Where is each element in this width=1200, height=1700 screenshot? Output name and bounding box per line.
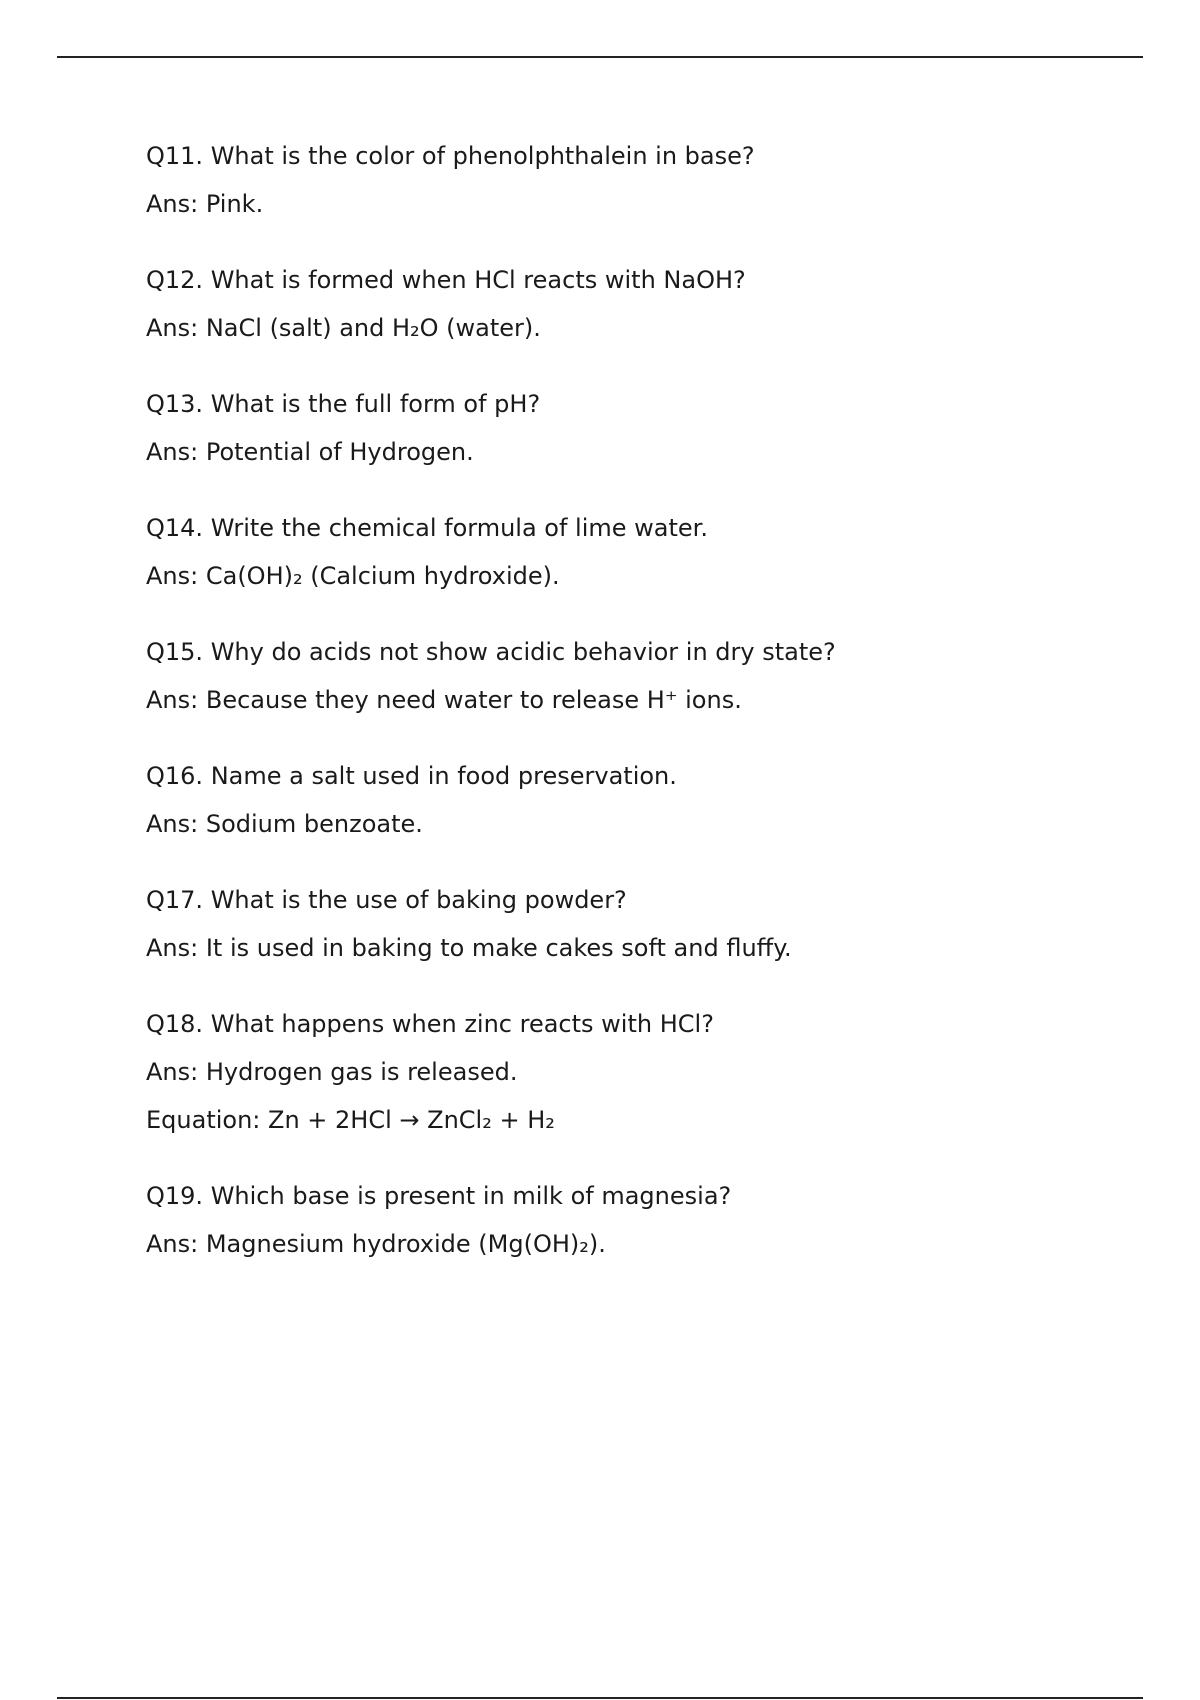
qa-item-q13 xyxy=(146,390,1126,466)
answer-text: Ans: Magnesium hydroxide (Mg(OH)₂). xyxy=(146,1230,606,1258)
qa-item-q18 xyxy=(146,1010,1126,1134)
answer-text: Ans: Ca(OH)₂ (Calcium hydroxide). xyxy=(146,562,560,590)
answer-text: Ans: Hydrogen gas is released. xyxy=(146,1058,518,1086)
question-text: Q18. What happens when zinc reacts with HCl? xyxy=(146,1010,714,1038)
answer-text: Ans: Pink. xyxy=(146,190,264,218)
question-text: Q14. Write the chemical formula of lime water. xyxy=(146,514,708,542)
qa-item-q14 xyxy=(146,514,1126,590)
question-text: Q12. What is formed when HCl reacts with NaOH? xyxy=(146,266,746,294)
qa-item-q12 xyxy=(146,266,1126,342)
qa-item-q19 xyxy=(146,1182,1126,1258)
answer-text: Ans: NaCl (salt) and H₂O (water). xyxy=(146,314,541,342)
qa-item-q17 xyxy=(146,886,1126,962)
bottom-rule xyxy=(57,1697,1143,1699)
top-rule xyxy=(57,56,1143,58)
answer-text: Ans: Because they need water to release H⁺ ions. xyxy=(146,686,742,714)
qa-item-q16 xyxy=(146,762,1126,838)
question-text: Q13. What is the full form of pH? xyxy=(146,390,541,418)
question-text: Q17. What is the use of baking powder? xyxy=(146,886,627,914)
answer-text: Ans: It is used in baking to make cakes soft and fluffy. xyxy=(146,934,792,962)
qa-item-q15 xyxy=(146,638,1126,714)
question-text: Q15. Why do acids not show acidic behavior in dry state? xyxy=(146,638,836,666)
qa-list xyxy=(146,142,1126,1306)
qa-item-q11 xyxy=(146,142,1126,218)
answer-text: Ans: Potential of Hydrogen. xyxy=(146,438,474,466)
question-text: Q11. What is the color of phenolphthalein in base? xyxy=(146,142,755,170)
answer-text: Ans: Sodium benzoate. xyxy=(146,810,423,838)
question-text: Q19. Which base is present in milk of magnesia? xyxy=(146,1182,732,1210)
equation-text: Equation: Zn + 2HCl → ZnCl₂ + H₂ xyxy=(146,1106,555,1134)
question-text: Q16. Name a salt used in food preservation. xyxy=(146,762,677,790)
